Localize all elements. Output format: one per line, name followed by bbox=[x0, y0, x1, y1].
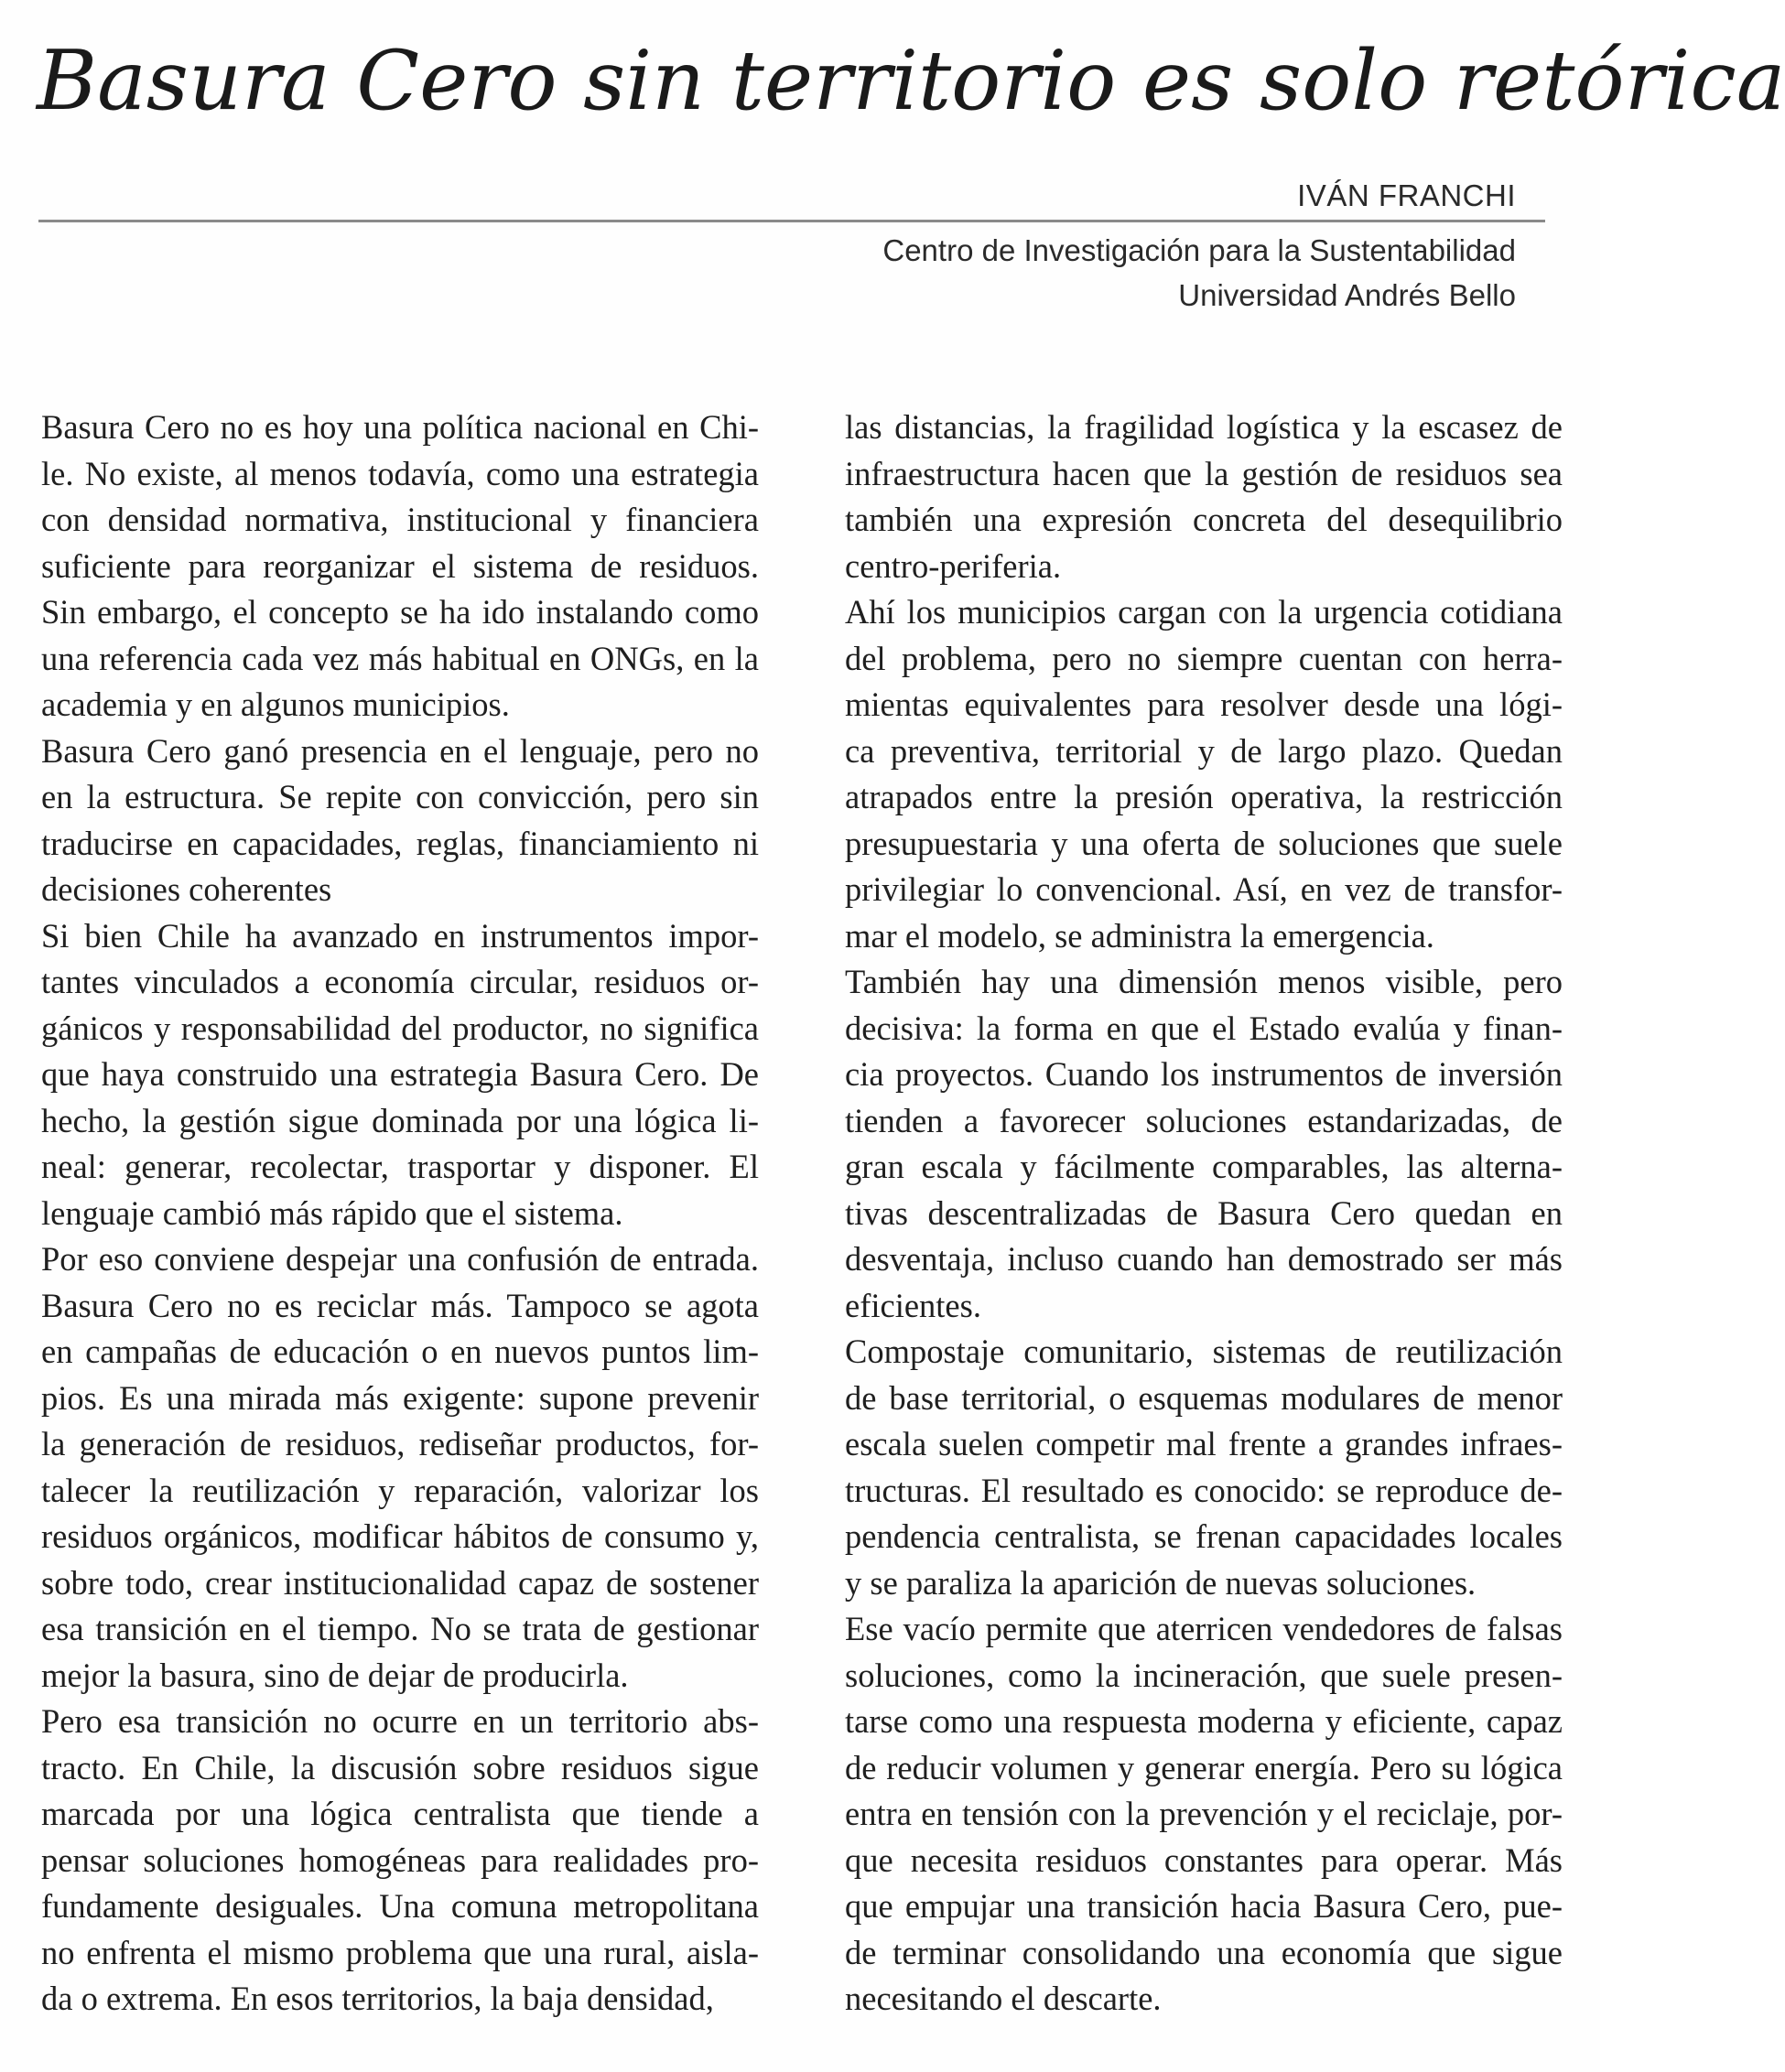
text-line: suficiente para reorganizar el sistema de residuos. bbox=[41, 546, 759, 585]
text-line: Por eso conviene despejar una confusión de entrada. bbox=[41, 1240, 759, 1278]
text-line: con densidad normativa, institucional y financiera bbox=[41, 501, 759, 538]
article-paragraph bbox=[41, 1699, 759, 2023]
text-line: También hay una dimensión menos visible, pero bbox=[845, 963, 1563, 1000]
text-line: pendencia centralista, se frenan capacidades locales bbox=[845, 1517, 1563, 1555]
text-line: fundamente desiguales. Una comuna metropolitana bbox=[41, 1887, 759, 1925]
article-paragraph bbox=[41, 405, 759, 728]
text-line: gánicos y responsabilidad del productor, no significa bbox=[41, 1009, 759, 1047]
text-line: tracto. En Chile, la discusión sobre residuos sigue bbox=[41, 1748, 759, 1786]
text-column-right bbox=[845, 405, 1563, 2015]
text-line: Pero esa transición no ocurre en un territorio abs- bbox=[41, 1702, 759, 1740]
article-paragraph bbox=[845, 1606, 1563, 2023]
text-line: la generación de residuos, rediseñar productos, for- bbox=[41, 1425, 759, 1462]
author-name: IVÁN FRANCHI bbox=[1297, 178, 1516, 212]
text-line: Compostaje comunitario, sistemas de reutilización bbox=[845, 1333, 1563, 1370]
author-affiliation-university: Universidad Andrés Bello bbox=[1178, 278, 1516, 312]
byline bbox=[882, 176, 1516, 318]
text-line: tarse como una respuesta moderna y eficiente, capaz bbox=[845, 1702, 1563, 1740]
text-line: atrapados entre la presión operativa, la restricción bbox=[845, 778, 1563, 815]
text-line: academia y en algunos municipios. bbox=[41, 685, 510, 723]
article-paragraph bbox=[845, 1329, 1563, 1606]
text-line: da o extrema. En esos territorios, la baja densidad, bbox=[41, 1980, 714, 2017]
text-line: de base territorial, o esquemas modulares de menor bbox=[845, 1378, 1563, 1417]
text-line: en la estructura. Se repite con convicción, pero sin bbox=[41, 778, 759, 815]
text-line: mientas equivalentes para resolver desde una lógi- bbox=[845, 685, 1563, 723]
text-line: pios. Es una mirada más exigente: supone prevenir bbox=[41, 1378, 759, 1417]
article-paragraph bbox=[845, 589, 1563, 959]
article-paragraph bbox=[41, 728, 759, 913]
text-line: las distancias, la fragilidad logística y la escasez de bbox=[845, 408, 1563, 446]
text-line: desventaja, incluso cuando han demostrado ser más bbox=[845, 1240, 1563, 1278]
text-line: pensar soluciones homogéneas para realidades pro- bbox=[41, 1840, 759, 1879]
text-line: y se paraliza la aparición de nuevas soluciones. bbox=[845, 1563, 1477, 1602]
text-line: de reducir volumen y generar energía. Pero su lógica bbox=[845, 1748, 1563, 1786]
text-line: entra en tensión con la prevención y el reciclaje, por- bbox=[845, 1795, 1563, 1832]
text-line: no enfrenta el mismo problema que una rural, aisla- bbox=[41, 1933, 759, 1971]
text-line: Basura Cero no es reciclar más. Tampoco se agota bbox=[41, 1286, 759, 1324]
article-body bbox=[41, 405, 1563, 2015]
text-line: también una expresión concreta del desequilibrio bbox=[845, 501, 1563, 538]
text-line: Basura Cero no es hoy una política nacional en Chi- bbox=[41, 408, 759, 446]
headline: Basura Cero sin territorio es solo retórica bbox=[37, 33, 1785, 129]
text-line: soluciones, como la incineración, que suele presen- bbox=[845, 1656, 1563, 1694]
article-paragraph bbox=[41, 913, 759, 1237]
text-column-left bbox=[41, 405, 759, 2015]
article-paragraph bbox=[845, 405, 1563, 589]
text-line: infraestructura hacen que la gestión de residuos sea bbox=[845, 454, 1563, 492]
text-line: tivas descentralizadas de Basura Cero quedan en bbox=[845, 1193, 1563, 1232]
text-line: talecer la reutilización y reparación, valorizar los bbox=[41, 1471, 759, 1509]
text-line: que haya construido una estrategia Basura Cero. De bbox=[41, 1055, 759, 1093]
text-line: que necesita residuos constantes para operar. Más bbox=[845, 1840, 1563, 1879]
text-line: decisiva: la forma en que el Estado evalúa y finan- bbox=[845, 1009, 1563, 1047]
text-line: eficientes. bbox=[845, 1286, 981, 1324]
text-line: neal: generar, recolectar, trasportar y disponer. El bbox=[41, 1148, 759, 1185]
text-line: tienden a favorecer soluciones estandarizadas, de bbox=[845, 1101, 1563, 1139]
text-line: que empujar una transición hacia Basura Cero, pue- bbox=[845, 1887, 1563, 1925]
author-affiliation-center: Centro de Investigación para la Sustentabilidad bbox=[882, 233, 1516, 267]
text-line: lenguaje cambió más rápido que el sistema. bbox=[41, 1193, 623, 1232]
text-line: hecho, la gestión sigue dominada por una lógica li- bbox=[41, 1101, 759, 1139]
text-line: residuos orgánicos, modificar hábitos de consumo y, bbox=[41, 1517, 759, 1555]
text-line: marcada por una lógica centralista que tiende a bbox=[41, 1795, 759, 1832]
text-line: en campañas de educación o en nuevos puntos lim- bbox=[41, 1333, 759, 1370]
text-line: escala suelen competir mal frente a grandes infraes- bbox=[845, 1425, 1563, 1462]
text-line: privilegiar lo convencional. Así, en vez de transfor- bbox=[845, 870, 1563, 908]
text-line: Sin embargo, el concepto se ha ido instalando como bbox=[41, 593, 759, 631]
text-line: tantes vinculados a economía circular, residuos or- bbox=[41, 963, 759, 1000]
text-line: del problema, pero no siempre cuentan con herra- bbox=[845, 639, 1563, 677]
text-line: decisiones coherentes bbox=[41, 870, 332, 908]
text-line: mar el modelo, se administra la emergencia. bbox=[845, 916, 1434, 955]
text-line: le. No existe, al menos todavía, como una estrategia bbox=[41, 454, 759, 492]
text-line: mejor la basura, sino de dejar de producirla. bbox=[41, 1656, 629, 1694]
article-paragraph bbox=[845, 959, 1563, 1329]
text-line: tructuras. El resultado es conocido: se reproduce de- bbox=[845, 1471, 1563, 1509]
text-line: Ese vacío permite que aterricen vendedores de falsas bbox=[845, 1610, 1563, 1647]
text-line: Basura Cero ganó presencia en el lenguaje, pero no bbox=[41, 731, 759, 770]
text-line: cia proyectos. Cuando los instrumentos de inversión bbox=[845, 1055, 1563, 1093]
text-line: Si bien Chile ha avanzado en instrumentos impor- bbox=[41, 916, 759, 955]
text-line: presupuestaria y una oferta de soluciones que suele bbox=[845, 824, 1563, 862]
text-line: Ahí los municipios cargan con la urgencia cotidiana bbox=[845, 593, 1563, 631]
text-line: traducirse en capacidades, reglas, financiamiento ni bbox=[41, 824, 759, 862]
text-line: centro-periferia. bbox=[845, 546, 1062, 585]
text-line: una referencia cada vez más habitual en ONGs, en la bbox=[41, 639, 759, 677]
text-line: ca preventiva, territorial y de largo plazo. Quedan bbox=[845, 731, 1563, 770]
text-line: gran escala y fácilmente comparables, las alterna- bbox=[845, 1148, 1563, 1185]
text-line: de terminar consolidando una economía que sigue bbox=[845, 1933, 1563, 1971]
text-line: sobre todo, crear institucionalidad capaz de sostener bbox=[41, 1563, 759, 1602]
article-paragraph bbox=[41, 1236, 759, 1699]
text-line: necesitando el descarte. bbox=[845, 1980, 1162, 2017]
text-line: esa transición en el tiempo. No se trata de gestionar bbox=[41, 1610, 759, 1647]
